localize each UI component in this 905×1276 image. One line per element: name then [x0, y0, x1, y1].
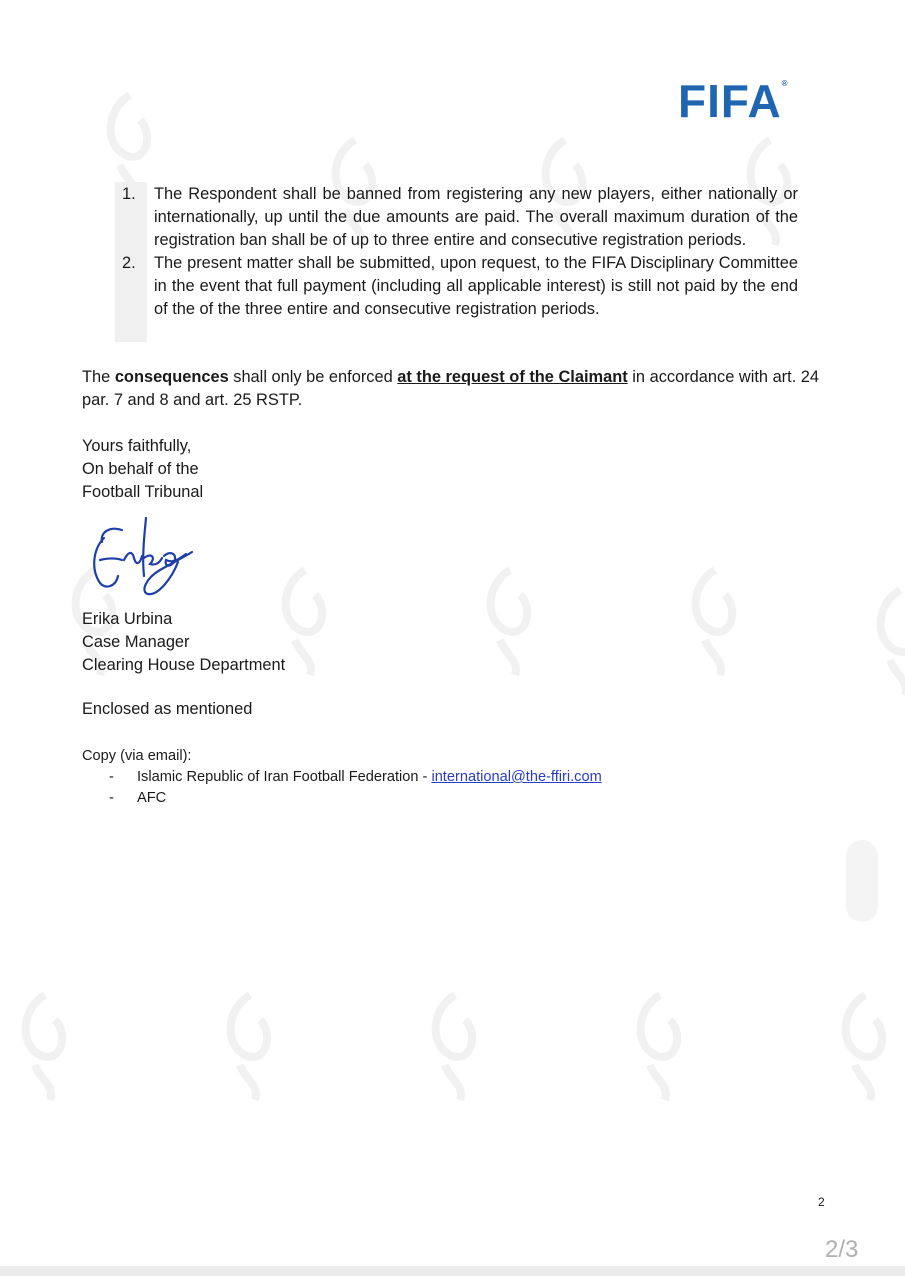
- consequences-list: [82, 183, 798, 321]
- list-item-number: 2.: [122, 254, 136, 272]
- handwritten-signature: [82, 508, 202, 604]
- watermark-emblem: [420, 985, 490, 1105]
- watermark-emblem: [865, 580, 905, 700]
- signer-department: Clearing House Department: [82, 656, 286, 674]
- watermark-emblem: [215, 985, 285, 1105]
- watermark-emblem: [10, 985, 80, 1105]
- enforcement-paragraph: [82, 366, 842, 412]
- closing-line: On behalf of the: [82, 460, 199, 478]
- list-item: [82, 183, 798, 252]
- text-span: shall only be enforced: [233, 368, 393, 386]
- signer-role: Case Manager: [82, 633, 190, 651]
- email-link[interactable]: international@the-ffiri.com: [431, 769, 602, 785]
- watermark-emblem: [830, 985, 900, 1105]
- copy-item: [82, 767, 602, 788]
- copy-dash: -: [109, 769, 114, 785]
- underlined-term: at the request of the Claimant: [397, 368, 628, 386]
- text-span: The: [82, 368, 111, 386]
- copy-item: [82, 788, 602, 809]
- closing-block: [82, 435, 203, 504]
- watermark-emblem: [680, 560, 750, 680]
- list-item-number: 1.: [122, 185, 136, 203]
- page-number: 2: [818, 1195, 825, 1209]
- fifa-logo: FIFA®: [678, 75, 789, 127]
- closing-line: Yours faithfully,: [82, 437, 192, 455]
- text-span: in accordance with art. 24 par. 7 and 8 and art. 25 RSTP.: [82, 368, 820, 409]
- closing-line: Football Tribunal: [82, 483, 204, 501]
- watermark-emblem: [625, 985, 695, 1105]
- enclosed-note: Enclosed as mentioned: [82, 700, 253, 718]
- copy-item-text: Islamic Republic of Iran Football Federation -: [137, 769, 432, 785]
- copy-dash: -: [109, 790, 114, 806]
- copy-heading: Copy (via email):: [82, 748, 192, 764]
- bold-term: consequences: [114, 368, 229, 386]
- list-item-text: The Respondent shall be banned from registering any new players, either nationally or internationally, up until the due amounts are paid. The overall maximum duration of the registration ban shall be of up to three entire and consecutive registration periods.: [154, 185, 798, 249]
- signer-block: [82, 608, 285, 677]
- signer-name: Erika Urbina: [82, 610, 173, 628]
- list-item: [82, 252, 798, 321]
- fifa-logo-text: FIFA: [678, 75, 782, 127]
- viewer-bottom-bar: [0, 1266, 905, 1276]
- viewer-page-indicator: 2/3: [825, 1236, 859, 1263]
- list-item-text: The present matter shall be submitted, upon request, to the FIFA Disciplinary Committee in the event that full payment (including all applicable interest) is still not paid by the end of the of the three entire and consecutive registration periods.: [154, 254, 798, 318]
- copy-section: [82, 746, 602, 809]
- scrollbar-handle[interactable]: [846, 840, 878, 922]
- copy-item-text: AFC: [137, 790, 167, 806]
- watermark-emblem: [475, 560, 545, 680]
